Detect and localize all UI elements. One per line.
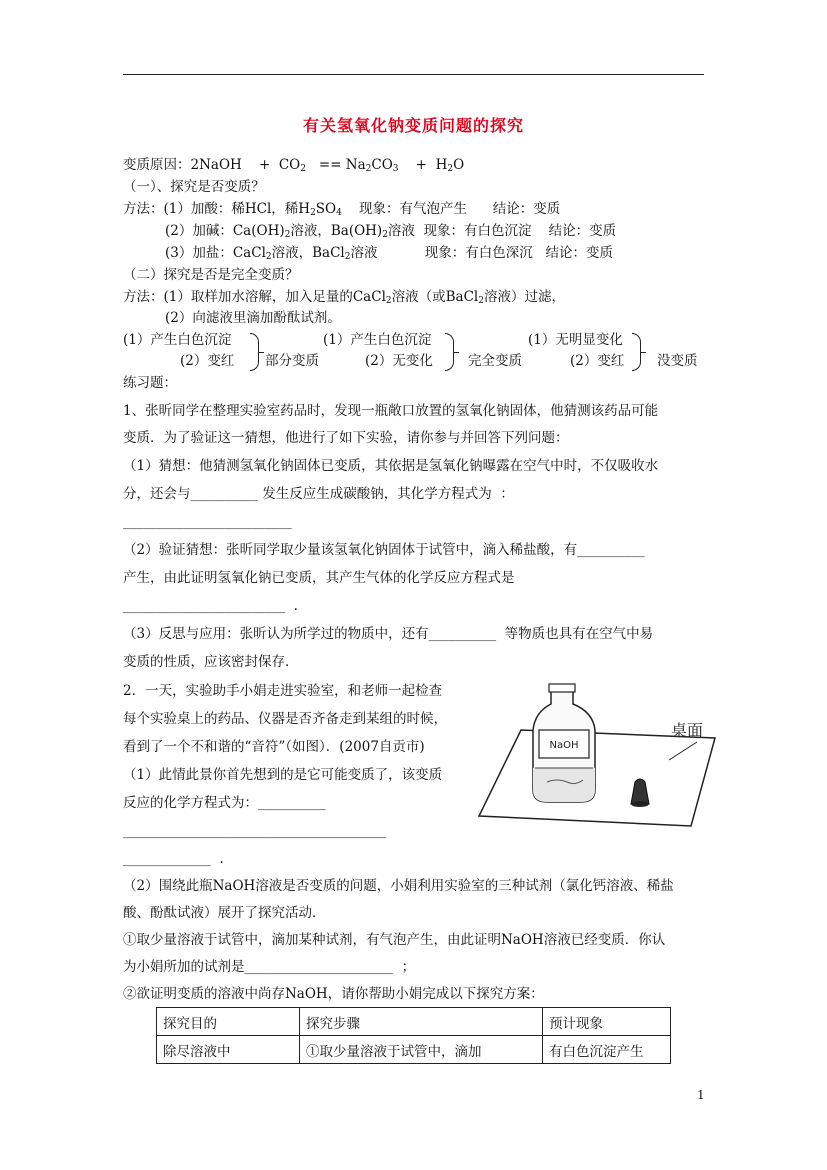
result1-conclusion: 部分变质: [265, 353, 319, 369]
q2-line-5: 反应的化学方程式为：__________: [123, 795, 326, 811]
table-header-row: [157, 1008, 671, 1036]
q2-answer-blank-2: _____________ .: [123, 851, 224, 867]
bottle-label-text: NaOH: [549, 740, 579, 751]
part2-method-1: 方法：(1）取样加水溶解，加入足量的CaCl$_2$溶液（或BaCl$_2$溶液）过滤，: [123, 289, 565, 306]
bottle-mouth: [549, 684, 575, 692]
result2-conclusion: 完全变质: [468, 353, 522, 369]
result3-brace: [632, 333, 641, 371]
part1-heading: （一）、探究是否变质？: [123, 179, 265, 195]
result3-conclusion: 没变质: [657, 353, 698, 369]
q1-answer-blank-2: ________________________ .: [123, 598, 298, 614]
stopper-base: [631, 801, 649, 807]
q1-line-4: 分，还会与__________ 发生反应生成碳酸钠，其化学方程式为 ：: [123, 486, 514, 502]
q2-line-9: 酸、酚酞试液）展开了探究活动．: [123, 905, 326, 921]
cause-equation: 2NaOH + $CO_2 == Na_2CO_3$ + $H_2O$: [190, 157, 465, 174]
exploration-plan-table: [156, 1007, 671, 1064]
q1-line-7: 产生，由此证明氢氧化钠已变质，其产生气体的化学反应方程式是: [123, 570, 515, 586]
document-title: 有关氢氧化钠变质问题的探究: [302, 116, 524, 135]
q2-line-4: （1）此情此景你首先想到的是它可能变质了，该变质: [123, 767, 443, 783]
q2-line-2: 每个实验桌上的药品、仪器是否齐备走到某组的时候，: [123, 711, 447, 727]
bottle-liquid: [533, 768, 595, 802]
result3-b: (2）变红: [570, 353, 625, 369]
part1-method-3: (3）加盐：CaCl$_2$溶液，BaCl$_2$溶液 现象：有白色深沉 结论：变质: [165, 245, 614, 262]
q2-line-1: 2．一天，实验助手小娟走进实验室，和老师一起检查: [123, 683, 443, 699]
result1-a: (1）产生白色沉淀: [123, 332, 232, 348]
q2-line-8: （2）围绕此瓶NaOH溶液是否变质的问题，小娟利用实验室的三种试剂（氯化钙溶液、稀盐: [123, 878, 674, 894]
desk-outline: [479, 730, 715, 826]
part1-method-1: 方法：(1）加酸：稀HCl，稀$H_2SO_4$ 现象：有气泡产生 结论：变质: [123, 201, 561, 218]
result3-a: (1）无明显变化: [528, 332, 623, 348]
result1-b: (2）变红: [180, 353, 235, 369]
cell-purpose: 除尽溶液中: [157, 1036, 300, 1064]
q2-line-3: 看到了一个不和谐的“音符”（如图）．(2007自贡市): [123, 739, 425, 755]
cell-steps: ①取少量溶液于试管中，滴加: [300, 1036, 543, 1064]
q1-line-2: 变质．为了验证这一猜想，他进行了如下实验，请你参与并回答下列问题：: [123, 430, 569, 446]
header-purpose: 探究目的: [157, 1008, 300, 1036]
q1-line-9: （3）反思与应用：张昕认为所学过的物质中，还有__________ 等物质也具有在空气中易: [123, 626, 654, 642]
q1-line-6: （2）验证猜想：张昕同学取少量该氢氧化钠固体于试管中，滴入稀盐酸，有__________: [123, 542, 645, 558]
result2-a: (1）产生白色沉淀: [323, 332, 432, 348]
result1-brace: [250, 333, 259, 371]
q2-line-12: ②欲证明变质的溶液中尚存NaOH，请你帮助小娟完成以下探究方案：: [123, 986, 544, 1002]
q1-line-1: 1、张昕同学在整理实验室药品时，发现一瓶敞口放置的氢氧化钠固体，他猜测该药品可能: [123, 403, 659, 419]
q1-line-10: 变质的性质，应该密封保存．: [123, 654, 299, 670]
naoh-bottle-figure: [469, 682, 721, 832]
q2-answer-blank-1: _______________________________________: [123, 823, 387, 839]
header-rule: [123, 74, 704, 75]
header-phenomenon: 预计现象: [543, 1008, 671, 1036]
part2-heading: （二）探究是否是完全变质？: [123, 267, 299, 283]
page-number: 1: [697, 1088, 705, 1102]
part2-method-2: (2）向滤液里滴加酚酞试剂。: [165, 310, 341, 326]
cause-label: 变质原因：: [123, 157, 191, 173]
q2-line-11: 为小娟所加的试剂是______________________ ；: [123, 959, 416, 975]
q1-line-3: （1）猜想：他猜测氢氧化钠固体已变质，其依据是氢氧化钠曝露在空气中时，不仅吸收水: [123, 458, 659, 474]
part1-method-2: (2）加碱：$Ca(OH)_2$溶液，$Ba(OH)_2$溶液 现象：有白色沉淀 结论：变质: [165, 223, 617, 240]
desk-label: 桌面: [671, 721, 704, 740]
table-row: [157, 1036, 671, 1064]
result2-b: (2）无变化: [365, 353, 433, 369]
result2-brace: [445, 333, 454, 371]
cell-phenomenon: 有白色沉淀产生: [543, 1036, 671, 1064]
exercises-label: 练习题：: [123, 375, 177, 391]
q1-answer-blank-1: _________________________: [123, 514, 292, 530]
cause-line: [123, 155, 464, 179]
header-steps: 探究步骤: [300, 1008, 543, 1036]
q2-line-10: ①取少量溶液于试管中，滴加某种试剂，有气泡产生，由此证明NaOH溶液已经变质．你认: [123, 932, 666, 948]
